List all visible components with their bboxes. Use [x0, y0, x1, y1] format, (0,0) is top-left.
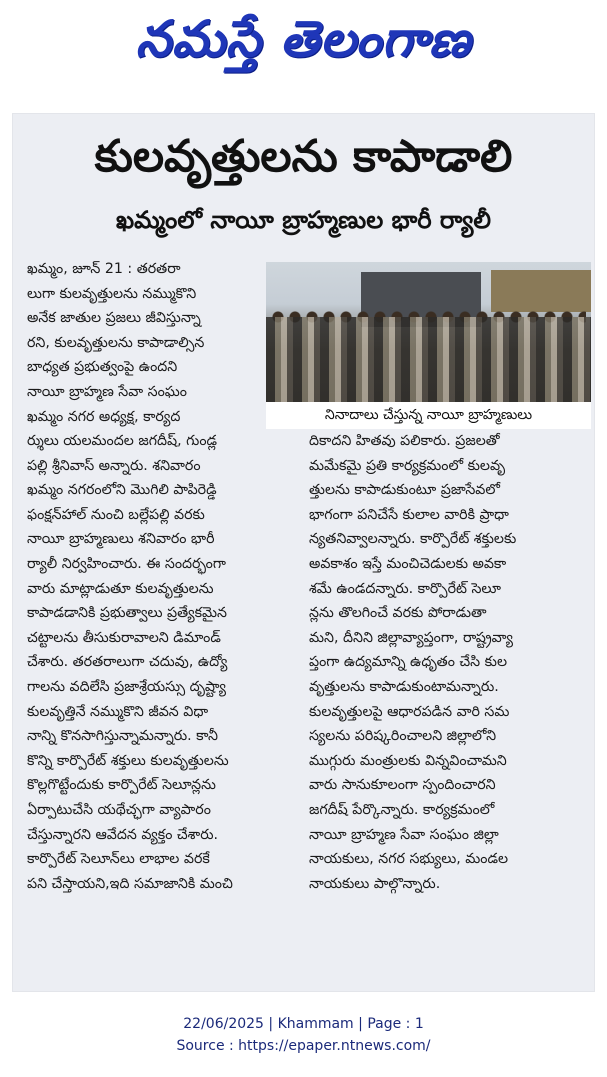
text-line: చేస్తున్నారని ఆవేదన వ్యక్తం చేశారు.: [27, 826, 219, 843]
text-line: పని చేస్తాయని,ఇది సమాజానికి మంచి: [27, 875, 233, 892]
text-line: ర్శులు యలమందల జగదీష్, గుండ్ల: [27, 433, 218, 449]
text-line: నాయకులు, నగర సభ్యులు, మండల: [309, 851, 509, 868]
text-line: ఖమ్మం నగర అధ్యక్ష, కార్యద: [27, 408, 181, 425]
text-line: చట్టాలను తీసుకురావాలని డిమాండ్: [27, 629, 221, 646]
text-line: జగదీష్ పేర్కొన్నారు. కార్యక్రమంలో: [309, 801, 495, 818]
text-line: లుగా కులవృత్తులను నమ్ముకొని: [27, 285, 197, 302]
text-line: న్యతనివ్వాలన్నారు. కార్పొరేట్ శక్తులకు: [309, 531, 517, 548]
text-line: మని, దీనిని జిల్లావ్యాప్తంగా, రాష్ట్రవ్యా: [309, 629, 514, 646]
text-line: నాయీ బ్రాహ్మణ సేవా సంఘం: [27, 383, 188, 400]
text-line: కాపాడడానికి ప్రభుత్వాలు ప్రత్యేకమైన: [27, 605, 227, 622]
text-line: వారు మాట్లాడుతూ కులవృత్తులను: [27, 580, 214, 597]
photo-caption: నినాదాలు చేస్తున్న నాయీ బ్రాహ్మణులు: [266, 402, 591, 429]
text-line: ప్తంగా ఉద్యమాన్ని ఉధృతం చేసి కుల: [309, 654, 508, 671]
footer-date-line: 22/06/2025 | Khammam | Page : 1: [183, 1016, 424, 1032]
text-line: ఏర్పాటుచేసి యథేచ్ఛగా వ్యాపారం: [27, 801, 211, 818]
photo-crowd: [266, 317, 591, 402]
text-line: భాగంగా పనిచేసే కులాల వారికి ప్రాధా: [309, 506, 509, 523]
text-line: నాయీ బ్రాహ్మణులు శనివారం భారీ: [27, 531, 215, 548]
masthead: [0, 0, 607, 90]
text-line: వృత్తులను కాపాడుకుంటామన్నారు.: [309, 678, 499, 695]
article-column-left-top: [27, 257, 267, 429]
text-line: అవకాశం ఇస్తే మంచిచెడులకు అవకా: [309, 555, 507, 572]
page-footer: [0, 1013, 607, 1057]
text-line: ఫంక్షన్‌హాల్ నుంచి బల్లేపల్లి వరకు: [27, 506, 205, 523]
text-line: ఖమ్మం నగరంలోని మొగిలి పాపిరెడ్డి: [27, 482, 217, 499]
text-line: బాధ్యత ప్రభుత్వంపై ఉందని: [27, 359, 178, 376]
text-line: కార్పొరేట్ సెలూన్‌లు లాభాల వరకే: [27, 851, 210, 868]
text-line: ముగ్గురు మంత్రులకు విన్నవించామని: [309, 752, 507, 769]
text-line: ర్యాలీ నిర్వహించారు. ఈ సందర్భంగా: [27, 555, 226, 572]
text-line: కులవృత్తినే నమ్ముకొని జీవన విధా: [27, 703, 209, 720]
text-line: కులవృత్తులపై ఆధారపడిన వారి సమ: [309, 703, 510, 720]
text-line: పల్లి శ్రీనివాస్ అన్నారు. శనివారం: [27, 457, 201, 474]
footer-source-line: Source : https://epaper.ntnews.com/: [176, 1038, 431, 1054]
article-column-right: [309, 429, 589, 896]
rally-photo: [266, 262, 591, 402]
newspaper-logo: నమస్తే తెలంగాణ: [135, 9, 472, 68]
text-line: స్యలను పరిష్కరించాలని జిల్లాలోని: [309, 728, 497, 745]
text-line: అనేక జాతుల ప్రజలు జీవిస్తున్నా: [27, 310, 201, 327]
photo-building-sign: [491, 270, 591, 312]
text-line: మమేకమై ప్రతి కార్యక్రమంలో కులవృ: [309, 457, 506, 474]
text-line: కొల్లగొట్టేందుకు కార్పొరేట్ సెలూన్లను: [27, 777, 216, 794]
text-line: గాలను వదిలేసి ప్రజాశ్రేయస్సు దృష్ట్యా: [27, 678, 227, 695]
text-line: వారు సానుకూలంగా స్పందించారని: [309, 777, 496, 794]
article-headline: కులవృత్తులను కాపాడాలి: [94, 131, 513, 182]
text-line: నాయకులు పాల్గొన్నారు.: [309, 875, 441, 892]
text-line: త్తులను కాపాడుకుంటూ ప్రజాసేవలో: [309, 482, 500, 499]
text-line: ఖమ్మం, జూన్ 21 : తరతరా: [27, 261, 181, 277]
text-line: నాన్ని కొనసాగిస్తున్నామన్నారు. కానీ: [27, 728, 218, 745]
text-line: నాయీ బ్రాహ్మణ సేవా సంఘం జిల్లా: [309, 826, 499, 843]
article-column-left: [27, 429, 313, 896]
article-subheadline: ఖమ్మంలో నాయీ బ్రాహ్మణుల భారీ ర్యాలీ: [116, 206, 491, 234]
text-line: దికాదని హితవు పలికారు. ప్రజలతో: [309, 433, 500, 449]
text-line: రని, కులవృత్తులను కాపాడాల్సిన: [27, 334, 205, 351]
text-line: శమే ఉండదన్నారు. కార్పొరేట్ సెలూ: [309, 580, 501, 597]
text-line: న్లను తొలగించే వరకు పోరాడుతా: [309, 605, 487, 622]
news-clipping: [12, 113, 595, 992]
text-line: చేశారు. తరతరాలుగా చదువు, ఉద్యో: [27, 654, 228, 671]
text-line: కొన్ని కార్పొరేట్ శక్తులు కులవృత్తులను: [27, 752, 229, 769]
